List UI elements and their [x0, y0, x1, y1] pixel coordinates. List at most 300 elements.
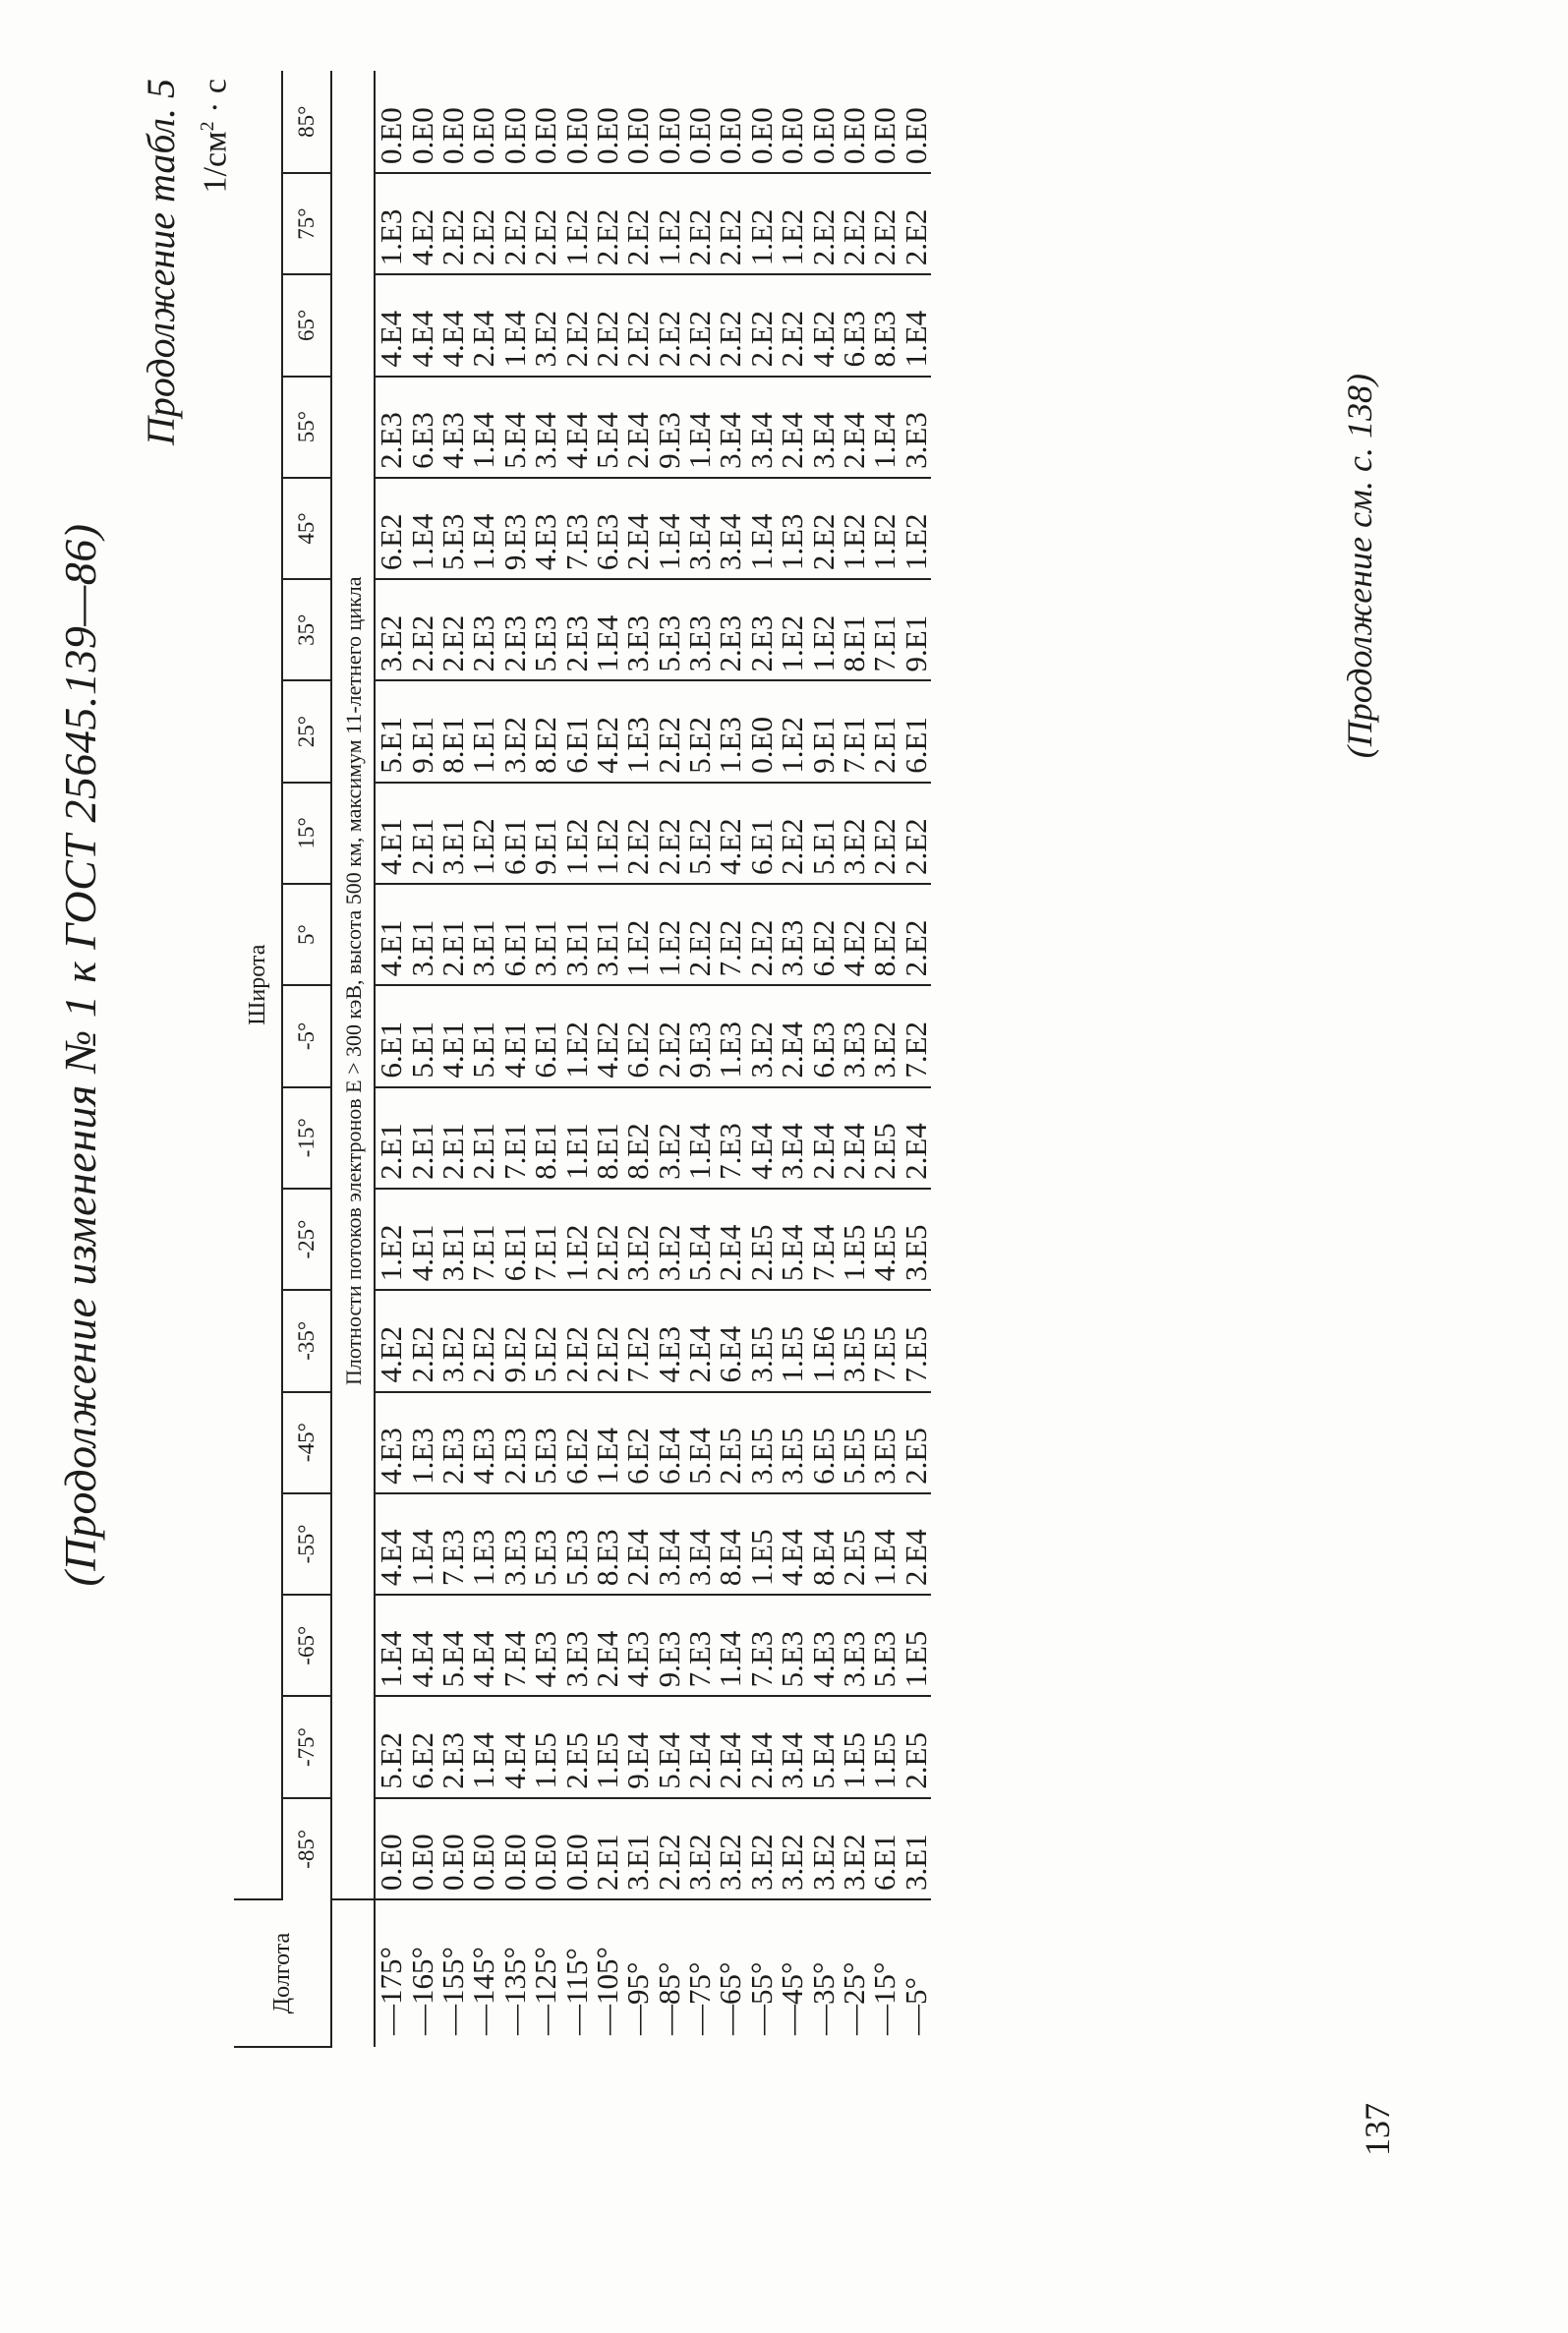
- table-row: [622, 71, 653, 2047]
- flux-value-cell: 8.E1: [592, 1087, 622, 1189]
- flux-value-cell: 4.E4: [375, 1493, 406, 1595]
- flux-value-cell: 0.E0: [375, 71, 406, 173]
- flux-value-cell: 0.E0: [715, 71, 745, 173]
- flux-value-cell: 2.E2: [715, 173, 745, 274]
- flux-value-cell: 2.E2: [530, 173, 560, 274]
- flux-value-cell: 3.E5: [839, 1290, 869, 1391]
- flux-value-cell: 5.E1: [807, 783, 838, 884]
- flux-value-cell: 7.E1: [869, 579, 900, 680]
- flux-value-cell: 8.E2: [869, 884, 900, 985]
- flux-value-cell: 2.E5: [900, 1392, 931, 1493]
- flux-value-cell: 1.E3: [715, 985, 745, 1086]
- table-row: [777, 71, 807, 2047]
- flux-value-cell: 3.E3: [777, 884, 807, 985]
- table-row: [406, 71, 436, 2047]
- flux-value-cell: 2.E2: [406, 579, 436, 680]
- flux-value-cell: 0.E0: [684, 71, 715, 173]
- flux-value-cell: 6.E3: [807, 985, 838, 1086]
- flux-value-cell: 0.E0: [807, 71, 838, 173]
- flux-value-cell: 2.E2: [622, 783, 653, 884]
- page-number: 137: [1358, 2103, 1397, 2156]
- flux-value-cell: 4.E3: [807, 1595, 838, 1696]
- flux-value-cell: 3.E2: [530, 274, 560, 376]
- flux-value-cell: 3.E2: [654, 1087, 684, 1189]
- table-row: [715, 71, 745, 2047]
- flux-value-cell: 9.E3: [684, 985, 715, 1086]
- table-row: [869, 71, 900, 2047]
- flux-value-cell: 6.E1: [499, 1189, 530, 1290]
- flux-value-cell: 2.E1: [406, 783, 436, 884]
- flux-value-cell: 5.E1: [406, 985, 436, 1086]
- flux-value-cell: 8.E1: [839, 579, 869, 680]
- flux-value-cell: 0.E0: [437, 71, 468, 173]
- flux-value-cell: 3.E2: [375, 579, 406, 680]
- flux-value-cell: 7.E3: [715, 1087, 745, 1189]
- flux-value-cell: 4.E4: [406, 1595, 436, 1696]
- flux-value-cell: 4.E1: [499, 985, 530, 1086]
- longitude-cell: —75°: [682, 1961, 718, 2035]
- flux-value-cell: 2.E1: [437, 1087, 468, 1189]
- flux-value-cell: 2.E4: [839, 1087, 869, 1189]
- flux-value-cell: 1.E4: [869, 377, 900, 478]
- flux-value-cell: 2.E5: [900, 1696, 931, 1797]
- flux-value-cell: 2.E2: [468, 173, 498, 274]
- flux-value-cell: 5.E3: [530, 1493, 560, 1595]
- flux-value-cell: 7.E1: [468, 1189, 498, 1290]
- flux-value-cell: 6.E2: [375, 478, 406, 579]
- flux-value-cell: 5.E1: [375, 680, 406, 782]
- flux-value-cell: 5.E4: [654, 1696, 684, 1797]
- flux-value-cell: 3.E4: [715, 377, 745, 478]
- flux-value-cell: 3.E2: [839, 1798, 869, 1899]
- flux-value-cell: 7.E3: [437, 1493, 468, 1595]
- flux-value-cell: 6.E5: [807, 1392, 838, 1493]
- flux-value-cell: 3.E2: [807, 1798, 838, 1899]
- flux-value-cell: 9.E4: [622, 1696, 653, 1797]
- flux-value-cell: 6.E2: [406, 1696, 436, 1797]
- flux-value-cell: 0.E0: [375, 1798, 406, 1899]
- flux-value-cell: 2.E4: [468, 274, 498, 376]
- flux-value-cell: 6.E3: [592, 478, 622, 579]
- flux-value-cell: 4.E1: [437, 985, 468, 1086]
- flux-value-cell: 2.E3: [499, 579, 530, 680]
- flux-value-cell: 2.E2: [560, 1290, 591, 1391]
- flux-value-cell: 1.E1: [560, 1087, 591, 1189]
- flux-value-cell: 7.E3: [560, 478, 591, 579]
- flux-value-cell: 3.E5: [777, 1392, 807, 1493]
- flux-value-cell: 3.E4: [807, 377, 838, 478]
- flux-value-cell: 7.E5: [900, 1290, 931, 1391]
- longitude-cell: —165°: [404, 1947, 439, 2035]
- flux-value-cell: 0.E0: [592, 71, 622, 173]
- flux-value-cell: 1.E2: [560, 783, 591, 884]
- flux-value-cell: 6.E1: [900, 680, 931, 782]
- flux-value-cell: 2.E2: [592, 1189, 622, 1290]
- table-row: [839, 71, 869, 2047]
- flux-value-cell: 4.E2: [375, 1290, 406, 1391]
- unit-exponent: 2: [197, 121, 218, 132]
- flux-value-cell: 9.E1: [530, 783, 560, 884]
- flux-value-cell: 5.E4: [684, 1189, 715, 1290]
- latitude-header: 65°: [282, 274, 331, 376]
- table-row: [654, 71, 684, 2047]
- flux-value-cell: 0.E0: [839, 71, 869, 173]
- flux-value-cell: 2.E4: [777, 985, 807, 1086]
- table-row: [592, 71, 622, 2047]
- latitude-header: -5°: [282, 985, 331, 1086]
- flux-value-cell: 2.E2: [592, 1290, 622, 1391]
- flux-value-cell: 3.E4: [530, 377, 560, 478]
- flux-value-cell: 2.E4: [592, 1595, 622, 1696]
- flux-value-cell: 1.E2: [654, 884, 684, 985]
- flux-value-cell: 0.E0: [560, 71, 591, 173]
- flux-value-cell: 0.E0: [499, 1798, 530, 1899]
- flux-value-cell: 1.E4: [684, 377, 715, 478]
- flux-value-cell: 2.E2: [807, 173, 838, 274]
- flux-value-cell: 4.E1: [375, 884, 406, 985]
- flux-value-cell: 0.E0: [746, 680, 777, 782]
- flux-value-cell: 3.E3: [839, 985, 869, 1086]
- flux-value-cell: 0.E0: [499, 71, 530, 173]
- flux-value-cell: 4.E2: [592, 985, 622, 1086]
- flux-value-cell: 9.E1: [900, 579, 931, 680]
- flux-value-cell: 3.E2: [622, 1189, 653, 1290]
- latitude-header: 35°: [282, 579, 331, 680]
- flux-value-cell: 5.E3: [530, 1392, 560, 1493]
- table-subtitle-row: [331, 71, 375, 2047]
- flux-value-cell: 7.E3: [684, 1595, 715, 1696]
- flux-value-cell: 3.E4: [684, 1493, 715, 1595]
- flux-value-cell: 2.E5: [839, 1493, 869, 1595]
- table-row: [468, 71, 498, 2047]
- flux-value-cell: 1.E5: [746, 1493, 777, 1595]
- flux-value-cell: 1.E4: [468, 1696, 498, 1797]
- flux-value-cell: 1.E3: [375, 173, 406, 274]
- flux-value-cell: 5.E3: [530, 579, 560, 680]
- flux-value-cell: 3.E1: [437, 783, 468, 884]
- flux-value-cell: 2.E2: [654, 985, 684, 1086]
- flux-value-cell: 8.E4: [715, 1493, 745, 1595]
- table-row: [437, 71, 468, 2047]
- flux-value-cell: 5.E3: [654, 579, 684, 680]
- flux-value-cell: 0.E0: [900, 71, 931, 173]
- flux-value-cell: 3.E2: [746, 1798, 777, 1899]
- flux-value-cell: 2.E1: [592, 1798, 622, 1899]
- flux-value-cell: 4.E2: [406, 173, 436, 274]
- flux-value-cell: 2.E1: [406, 1087, 436, 1189]
- flux-value-cell: 2.E2: [807, 478, 838, 579]
- flux-value-cell: 1.E4: [592, 1392, 622, 1493]
- flux-value-cell: 2.E4: [900, 1493, 931, 1595]
- unit-suffix: · с: [197, 79, 234, 113]
- latitude-header: -15°: [282, 1087, 331, 1189]
- flux-value-cell: 2.E2: [654, 274, 684, 376]
- flux-value-cell: 5.E2: [530, 1290, 560, 1391]
- table-row: [900, 71, 931, 2047]
- flux-value-cell: 1.E4: [406, 1493, 436, 1595]
- table-subtitle: Плотности потоков электронов E > 300 кэВ, высота 500 км, максимум 11-летнего цикла: [331, 71, 375, 1899]
- flux-value-cell: 1.E2: [807, 579, 838, 680]
- flux-value-cell: 2.E2: [900, 884, 931, 985]
- flux-value-cell: 2.E2: [622, 173, 653, 274]
- flux-value-cell: 0.E0: [468, 1798, 498, 1899]
- flux-value-cell: 3.E1: [900, 1798, 931, 1899]
- longitude-cell: —145°: [466, 1947, 501, 2035]
- longitude-cell: —15°: [867, 1961, 902, 2035]
- flux-value-cell: 1.E2: [654, 173, 684, 274]
- header-group-row: [234, 71, 282, 2047]
- flux-value-cell: 1.E2: [900, 478, 931, 579]
- flux-value-cell: 4.E2: [807, 274, 838, 376]
- flux-value-cell: 4.E4: [437, 274, 468, 376]
- flux-value-cell: 2.E2: [839, 173, 869, 274]
- flux-value-cell: 2.E2: [777, 274, 807, 376]
- flux-value-cell: 2.E2: [869, 173, 900, 274]
- longitude-cell: —55°: [743, 1961, 779, 2035]
- flux-value-cell: 3.E5: [869, 1392, 900, 1493]
- flux-value-cell: 4.E1: [375, 783, 406, 884]
- flux-value-cell: 5.E4: [684, 1392, 715, 1493]
- flux-value-cell: 7.E2: [715, 884, 745, 985]
- flux-value-cell: 1.E5: [839, 1696, 869, 1797]
- flux-value-cell: 9.E1: [406, 680, 436, 782]
- flux-value-cell: 3.E2: [654, 1189, 684, 1290]
- table-row: [560, 71, 591, 2047]
- flux-value-cell: 2.E4: [807, 1087, 838, 1189]
- latitude-header: 15°: [282, 783, 331, 884]
- longitude-cell: —25°: [837, 1961, 872, 2035]
- flux-value-cell: 2.E2: [499, 173, 530, 274]
- flux-value-cell: 3.E3: [839, 1595, 869, 1696]
- flux-value-cell: 2.E4: [777, 377, 807, 478]
- flux-value-cell: 3.E2: [869, 985, 900, 1086]
- flux-value-cell: 0.E0: [560, 1798, 591, 1899]
- flux-value-cell: 1.E4: [592, 579, 622, 680]
- flux-value-cell: 3.E2: [839, 783, 869, 884]
- continuation-footnote: (Продолжение см. с. 138): [1340, 374, 1379, 759]
- latitude-header: -65°: [282, 1595, 331, 1696]
- flux-value-cell: 3.E1: [622, 1798, 653, 1899]
- flux-value-cell: 6.E1: [746, 783, 777, 884]
- flux-value-cell: 4.E4: [499, 1696, 530, 1797]
- flux-value-cell: 1.E2: [560, 173, 591, 274]
- flux-value-cell: 1.E2: [560, 1189, 591, 1290]
- longitude-cell: —175°: [374, 1947, 409, 2035]
- flux-value-cell: 7.E4: [499, 1595, 530, 1696]
- flux-value-cell: 2.E2: [746, 884, 777, 985]
- flux-value-cell: 1.E4: [654, 478, 684, 579]
- flux-value-cell: 0.E0: [530, 71, 560, 173]
- flux-value-cell: 7.E1: [499, 1087, 530, 1189]
- flux-value-cell: 1.E3: [622, 680, 653, 782]
- flux-value-cell: 3.E1: [437, 1189, 468, 1290]
- flux-value-cell: 3.E4: [746, 377, 777, 478]
- flux-value-cell: 5.E5: [839, 1392, 869, 1493]
- flux-value-cell: 2.E5: [560, 1696, 591, 1797]
- longitude-cell: —85°: [651, 1961, 686, 2035]
- flux-value-cell: 1.E5: [777, 1290, 807, 1391]
- flux-value-cell: 8.E2: [622, 1087, 653, 1189]
- longitude-heading: Долгота: [234, 1899, 331, 2047]
- table-caption: Продолжение табл. 5: [139, 79, 183, 446]
- flux-value-cell: 1.E4: [715, 1595, 745, 1696]
- flux-value-cell: 5.E1: [468, 985, 498, 1086]
- flux-value-cell: 2.E2: [654, 680, 684, 782]
- flux-value-cell: 5.E2: [684, 680, 715, 782]
- flux-value-cell: 9.E2: [499, 1290, 530, 1391]
- flux-value-cell: 2.E2: [592, 274, 622, 376]
- flux-value-cell: 0.E0: [468, 71, 498, 173]
- flux-value-cell: 3.E5: [900, 1189, 931, 1290]
- flux-value-cell: 2.E2: [592, 173, 622, 274]
- unit-prefix: 1/см: [197, 131, 234, 194]
- flux-value-cell: 4.E2: [715, 783, 745, 884]
- flux-value-cell: 1.E2: [375, 1189, 406, 1290]
- latitude-header: -35°: [282, 1290, 331, 1391]
- flux-value-cell: 3.E2: [715, 1798, 745, 1899]
- flux-value-cell: 1.E4: [499, 274, 530, 376]
- flux-value-cell: 1.E3: [468, 1493, 498, 1595]
- flux-value-cell: 2.E3: [499, 1392, 530, 1493]
- flux-value-cell: 2.E1: [869, 680, 900, 782]
- flux-value-cell: 5.E2: [684, 783, 715, 884]
- latitude-header: -45°: [282, 1392, 331, 1493]
- flux-value-cell: 8.E1: [437, 680, 468, 782]
- flux-value-cell: 1.E2: [777, 579, 807, 680]
- flux-value-cell: 2.E3: [746, 579, 777, 680]
- flux-value-cell: 3.E3: [499, 1493, 530, 1595]
- flux-value-cell: 0.E0: [777, 71, 807, 173]
- flux-value-cell: 7.E2: [622, 1290, 653, 1391]
- flux-value-cell: 4.E3: [622, 1595, 653, 1696]
- flux-value-cell: 0.E0: [746, 71, 777, 173]
- flux-value-cell: 4.E3: [654, 1290, 684, 1391]
- flux-value-cell: 2.E2: [715, 274, 745, 376]
- latitude-header: 45°: [282, 478, 331, 579]
- flux-value-cell: 4.E3: [530, 478, 560, 579]
- flux-value-cell: 8.E1: [530, 1087, 560, 1189]
- flux-value-cell: 2.E4: [622, 377, 653, 478]
- flux-value-cell: 4.E5: [869, 1189, 900, 1290]
- latitude-header: -85°: [282, 1798, 331, 1899]
- flux-value-cell: 8.E2: [530, 680, 560, 782]
- flux-table: [234, 71, 931, 2048]
- flux-value-cell: 1.E4: [468, 377, 498, 478]
- flux-value-cell: 2.E4: [684, 1696, 715, 1797]
- flux-value-cell: 8.E4: [807, 1493, 838, 1595]
- flux-value-cell: 4.E4: [468, 1595, 498, 1696]
- flux-value-cell: 4.E3: [530, 1595, 560, 1696]
- flux-value-cell: 7.E5: [869, 1290, 900, 1391]
- flux-value-cell: 5.E3: [560, 1493, 591, 1595]
- latitude-header: -55°: [282, 1493, 331, 1595]
- flux-value-cell: 2.E2: [684, 274, 715, 376]
- longitude-cell: —65°: [713, 1961, 748, 2035]
- latitude-header: 75°: [282, 173, 331, 274]
- flux-value-cell: 1.E3: [777, 478, 807, 579]
- flux-value-cell: 3.E3: [622, 579, 653, 680]
- table-row: [530, 71, 560, 2047]
- flux-value-cell: 3.E4: [777, 1696, 807, 1797]
- flux-value-cell: 5.E4: [592, 377, 622, 478]
- flux-value-cell: 4.E3: [375, 1392, 406, 1493]
- amendment-header: (Продолжение изменения № 1 к ГОСТ 25645.139—86): [55, 523, 105, 1587]
- longitude-cell: —135°: [496, 1947, 532, 2035]
- flux-value-cell: 5.E4: [437, 1595, 468, 1696]
- flux-value-cell: 2.E4: [839, 377, 869, 478]
- flux-value-cell: 9.E3: [499, 478, 530, 579]
- flux-value-cell: 3.E1: [560, 884, 591, 985]
- flux-value-cell: 2.E5: [715, 1392, 745, 1493]
- flux-value-cell: 4.E4: [375, 274, 406, 376]
- flux-value-cell: 5.E4: [777, 1189, 807, 1290]
- flux-value-cell: 6.E2: [622, 985, 653, 1086]
- flux-value-cell: 2.E4: [900, 1087, 931, 1189]
- table-row: [684, 71, 715, 2047]
- flux-value-cell: 9.E3: [654, 377, 684, 478]
- flux-value-cell: 4.E4: [406, 274, 436, 376]
- flux-value-cell: 0.E0: [530, 1798, 560, 1899]
- flux-value-cell: 6.E1: [499, 783, 530, 884]
- flux-value-cell: 5.E3: [437, 478, 468, 579]
- flux-value-cell: 2.E4: [746, 1696, 777, 1797]
- longitude-cell: —5°: [898, 1977, 933, 2035]
- longitude-cell: —35°: [805, 1961, 841, 2035]
- flux-value-cell: 6.E2: [807, 884, 838, 985]
- flux-value-cell: 1.E5: [869, 1696, 900, 1797]
- flux-value-cell: 6.E2: [560, 1392, 591, 1493]
- flux-value-cell: 6.E1: [375, 985, 406, 1086]
- flux-value-cell: 7.E4: [807, 1189, 838, 1290]
- flux-value-cell: 2.E3: [437, 1392, 468, 1493]
- flux-value-cell: 1.E4: [468, 478, 498, 579]
- flux-value-cell: 2.E3: [560, 579, 591, 680]
- flux-value-cell: 6.E4: [715, 1290, 745, 1391]
- flux-value-cell: 1.E2: [560, 985, 591, 1086]
- flux-value-cell: 3.E2: [777, 1798, 807, 1899]
- flux-value-cell: 1.E4: [406, 478, 436, 579]
- flux-value-cell: 1.E4: [746, 478, 777, 579]
- flux-value-cell: 0.E0: [869, 71, 900, 173]
- flux-value-cell: 2.E4: [622, 478, 653, 579]
- flux-value-cell: 4.E4: [777, 1493, 807, 1595]
- flux-value-cell: 2.E5: [746, 1189, 777, 1290]
- flux-value-cell: 6.E1: [869, 1798, 900, 1899]
- flux-value-cell: 0.E0: [406, 71, 436, 173]
- flux-value-cell: 2.E3: [715, 579, 745, 680]
- table-row: [375, 71, 406, 2047]
- flux-value-cell: 2.E1: [468, 1087, 498, 1189]
- flux-value-cell: 0.E0: [654, 71, 684, 173]
- flux-value-cell: 1.E6: [807, 1290, 838, 1391]
- latitude-header: 55°: [282, 377, 331, 478]
- flux-value-cell: 6.E4: [654, 1392, 684, 1493]
- flux-value-cell: 2.E2: [468, 1290, 498, 1391]
- flux-value-cell: 3.E2: [746, 985, 777, 1086]
- flux-value-cell: 2.E1: [375, 1087, 406, 1189]
- flux-value-cell: 1.E2: [869, 478, 900, 579]
- flux-value-cell: 3.E4: [684, 478, 715, 579]
- flux-value-cell: 3.E2: [499, 680, 530, 782]
- flux-value-cell: 7.E1: [839, 680, 869, 782]
- flux-value-cell: 6.E1: [560, 680, 591, 782]
- flux-value-cell: 2.E3: [437, 1696, 468, 1797]
- flux-value-cell: 3.E3: [684, 579, 715, 680]
- flux-value-cell: 9.E3: [654, 1595, 684, 1696]
- longitude-cell: —105°: [589, 1947, 624, 2035]
- flux-value-cell: 0.E0: [437, 1798, 468, 1899]
- flux-value-cell: 5.E2: [375, 1696, 406, 1797]
